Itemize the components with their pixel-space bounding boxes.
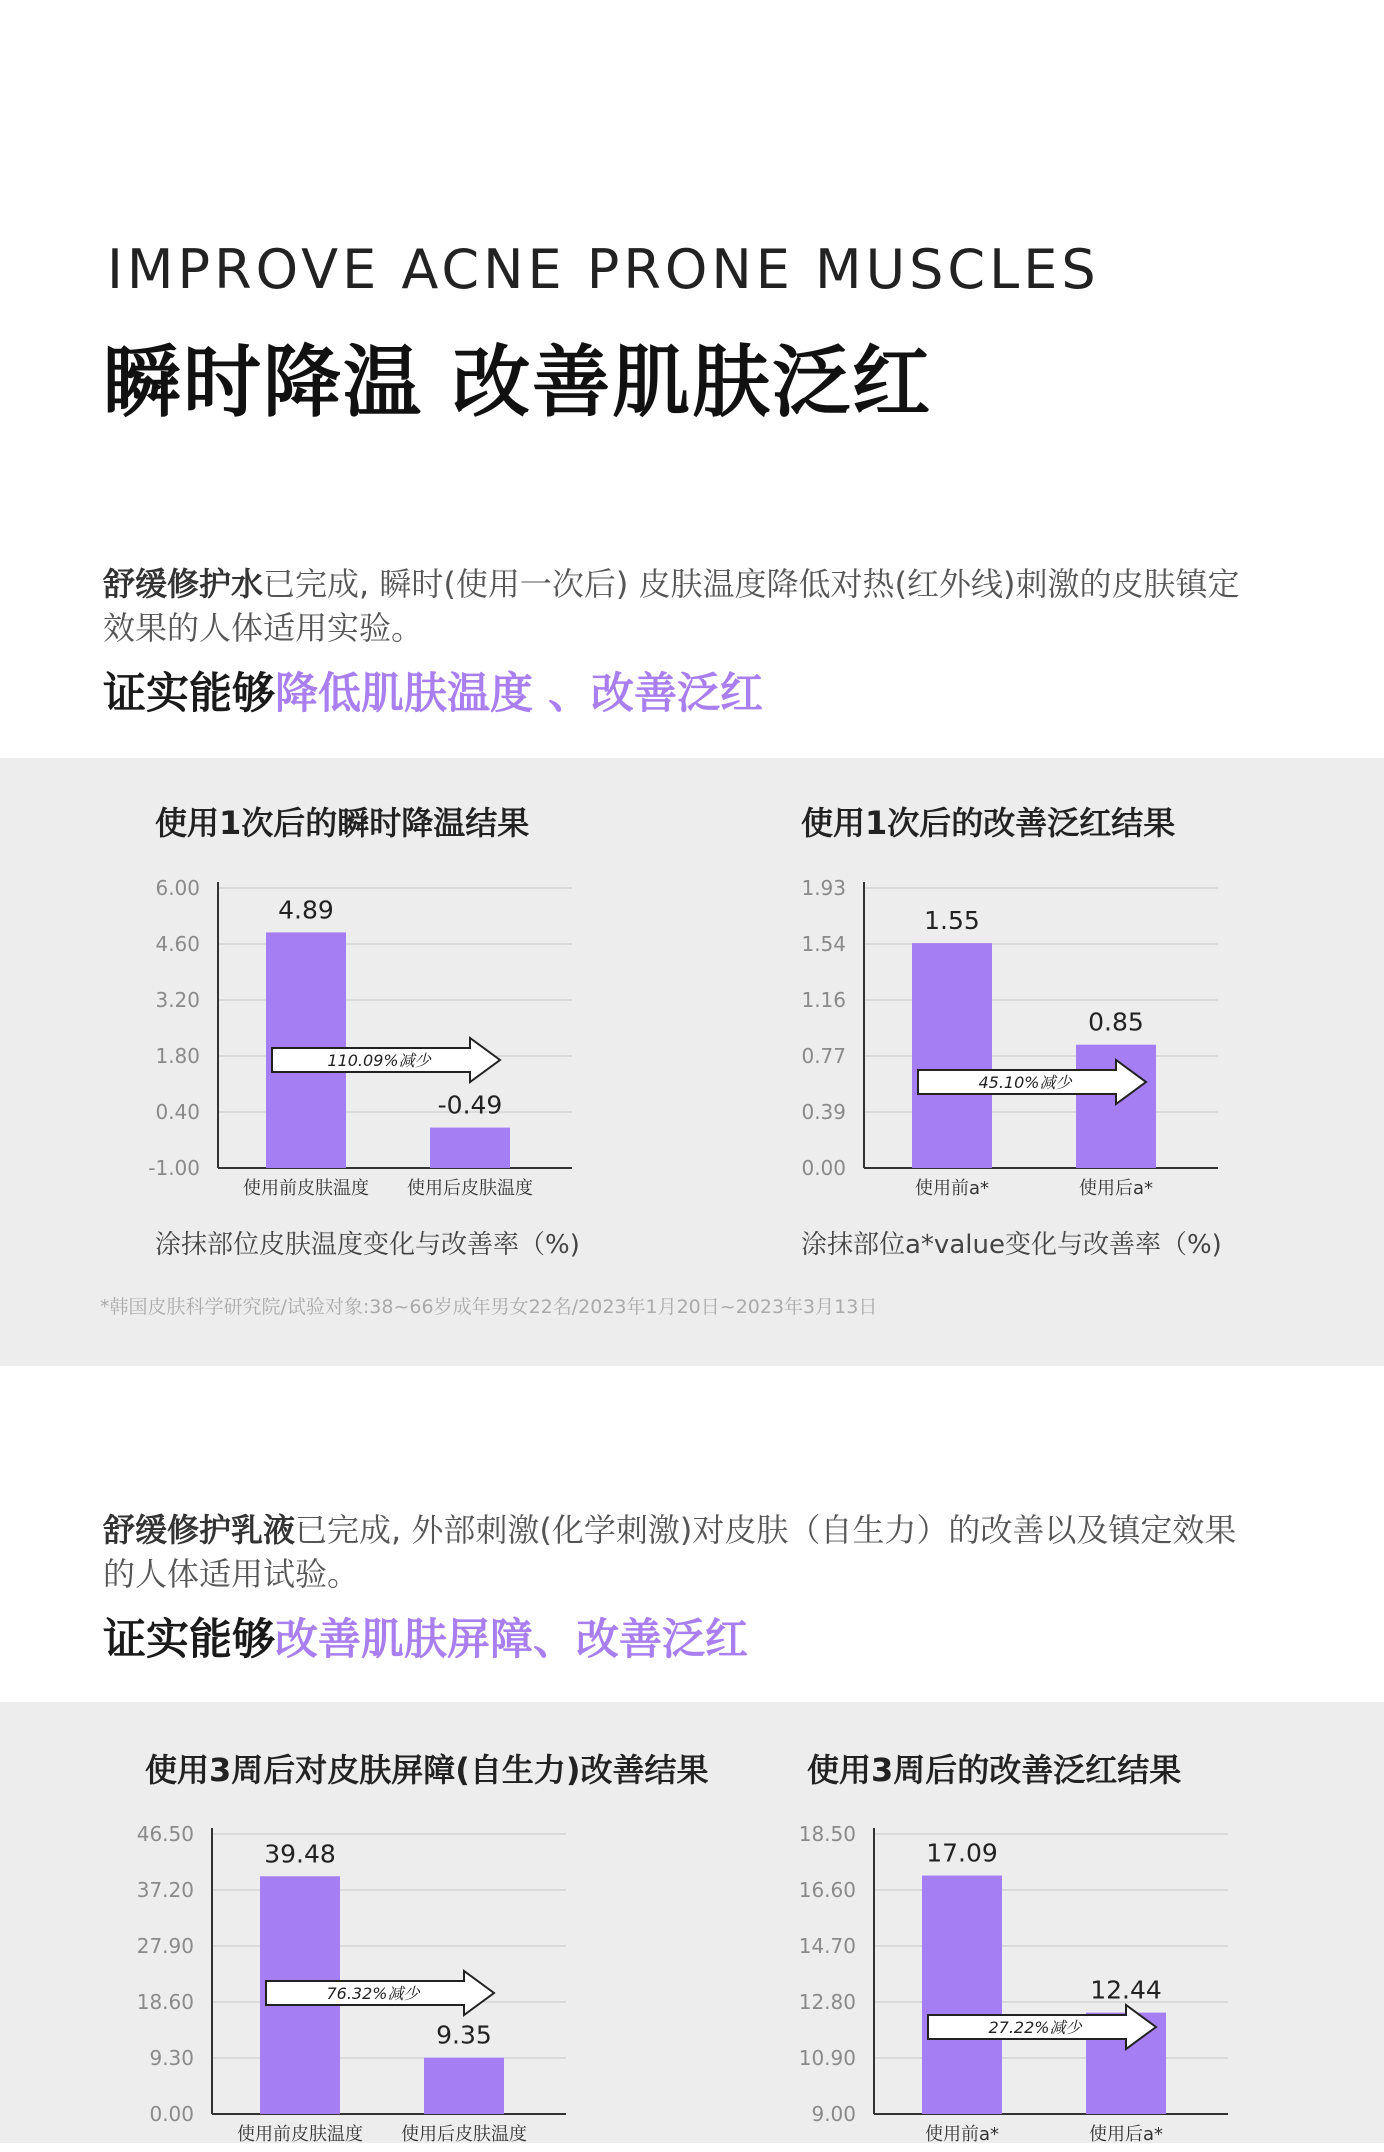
- chart1-title: 使用1次后的瞬时降温结果: [155, 804, 530, 842]
- y-tick-label: 0.77: [801, 1044, 846, 1068]
- y-tick-label: 1.16: [801, 988, 846, 1012]
- chart4-title: 使用3周后的改善泛红结果: [807, 1751, 1182, 1789]
- value-label: 39.48: [264, 1839, 336, 1869]
- y-tick-label: 27.90: [136, 1934, 194, 1958]
- y-tick-label: 18.60: [136, 1990, 194, 2014]
- value-label: 17.09: [926, 1838, 998, 1868]
- section2-intro-text: 已完成, 外部刺激(化学刺激)对皮肤（自生力）的改善以及镇定效果的人体适用试验。: [103, 1511, 1237, 1593]
- value-label: 0.85: [1088, 1007, 1144, 1037]
- chart4-plot: [786, 1812, 1266, 2152]
- bar: [922, 1876, 1002, 2114]
- y-tick-label: 37.20: [136, 1878, 194, 1902]
- y-tick-label: 0.00: [149, 2102, 194, 2126]
- y-tick-label: 46.50: [136, 1822, 194, 1846]
- bar: [430, 1128, 510, 1168]
- section2-claim: [103, 1606, 748, 1667]
- y-tick-label: 1.80: [155, 1044, 200, 1068]
- section2-intro-bold: 舒缓修护乳液: [103, 1511, 296, 1549]
- section2-claim-highlight: 改善肌肤屏障、改善泛红: [275, 1615, 748, 1665]
- value-label: 4.89: [278, 895, 334, 925]
- footnote: *韩国皮肤科学研究院/试验对象:38~66岁成年男女22名/2023年1月20日~2023年3月13日: [100, 1296, 878, 1318]
- y-tick-label: -1.00: [148, 1156, 200, 1180]
- chart2-plot: [776, 866, 1256, 1206]
- reduction-label: 45.10%减少: [978, 1073, 1072, 1092]
- section1-claim-highlight: 降低肌肤温度 、改善泛红: [275, 669, 763, 719]
- y-tick-label: 6.00: [155, 876, 200, 900]
- value-label: 1.55: [924, 906, 980, 936]
- section1-claim-prefix: 证实能够: [103, 669, 275, 719]
- y-tick-label: 1.93: [801, 876, 846, 900]
- y-tick-label: 1.54: [801, 932, 846, 956]
- y-tick-label: 0.40: [155, 1100, 200, 1124]
- y-tick-label: 16.60: [798, 1878, 856, 1902]
- value-label: -0.49: [437, 1090, 503, 1120]
- chart1-caption: 涂抹部位皮肤温度变化与改善率（%): [155, 1230, 580, 1260]
- value-label: 9.35: [436, 2020, 492, 2050]
- x-tick-label: 使用后皮肤温度: [401, 2124, 527, 2145]
- x-tick-label: 使用后a*: [1078, 1178, 1154, 1199]
- bar: [424, 2058, 504, 2114]
- y-tick-label: 14.70: [798, 1934, 856, 1958]
- y-tick-label: 12.80: [798, 1990, 856, 2014]
- english-title: IMPROVE ACNE PRONE MUSCLES: [107, 238, 1100, 301]
- chinese-title: 瞬时降温 改善肌肤泛红: [103, 338, 933, 428]
- y-tick-label: 10.90: [798, 2046, 856, 2070]
- chart2-title: 使用1次后的改善泛红结果: [801, 804, 1176, 842]
- y-tick-label: 18.50: [798, 1822, 856, 1846]
- reduction-label: 27.22%减少: [988, 2018, 1082, 2037]
- section2-claim-prefix: 证实能够: [103, 1615, 275, 1665]
- x-tick-label: 使用前皮肤温度: [243, 1178, 369, 1199]
- section1-intro-text: 已完成, 瞬时(使用一次后) 皮肤温度降低对热(红外线)刺激的皮肤镇定效果的人体适用实验。: [103, 565, 1240, 647]
- x-tick-label: 使用前皮肤温度: [237, 2124, 363, 2145]
- chart3-title: 使用3周后对皮肤屏障(自生力)改善结果: [145, 1751, 709, 1789]
- y-tick-label: 0.00: [801, 1156, 846, 1180]
- section1-intro: [103, 562, 1253, 650]
- y-tick-label: 9.00: [811, 2102, 856, 2126]
- section2-intro: [103, 1508, 1253, 1596]
- x-tick-label: 使用后皮肤温度: [407, 1178, 533, 1199]
- section1-claim: [103, 660, 763, 721]
- value-label: 12.44: [1090, 1975, 1162, 2005]
- chart2-caption: 涂抹部位a*value变化与改善率（%): [801, 1230, 1222, 1260]
- chart1-plot: [130, 866, 610, 1206]
- x-tick-label: 使用后a*: [1088, 2124, 1164, 2145]
- reduction-label: 110.09%减少: [327, 1051, 431, 1070]
- y-tick-label: 0.39: [801, 1100, 846, 1124]
- reduction-label: 76.32%减少: [326, 1984, 420, 2003]
- bar: [912, 943, 992, 1168]
- section1-intro-bold: 舒缓修护水: [103, 565, 264, 603]
- y-tick-label: 4.60: [155, 932, 200, 956]
- y-tick-label: 9.30: [149, 2046, 194, 2070]
- y-tick-label: 3.20: [155, 988, 200, 1012]
- chart3-plot: [124, 1812, 604, 2152]
- x-tick-label: 使用前a*: [924, 2124, 1000, 2145]
- x-tick-label: 使用前a*: [914, 1178, 990, 1199]
